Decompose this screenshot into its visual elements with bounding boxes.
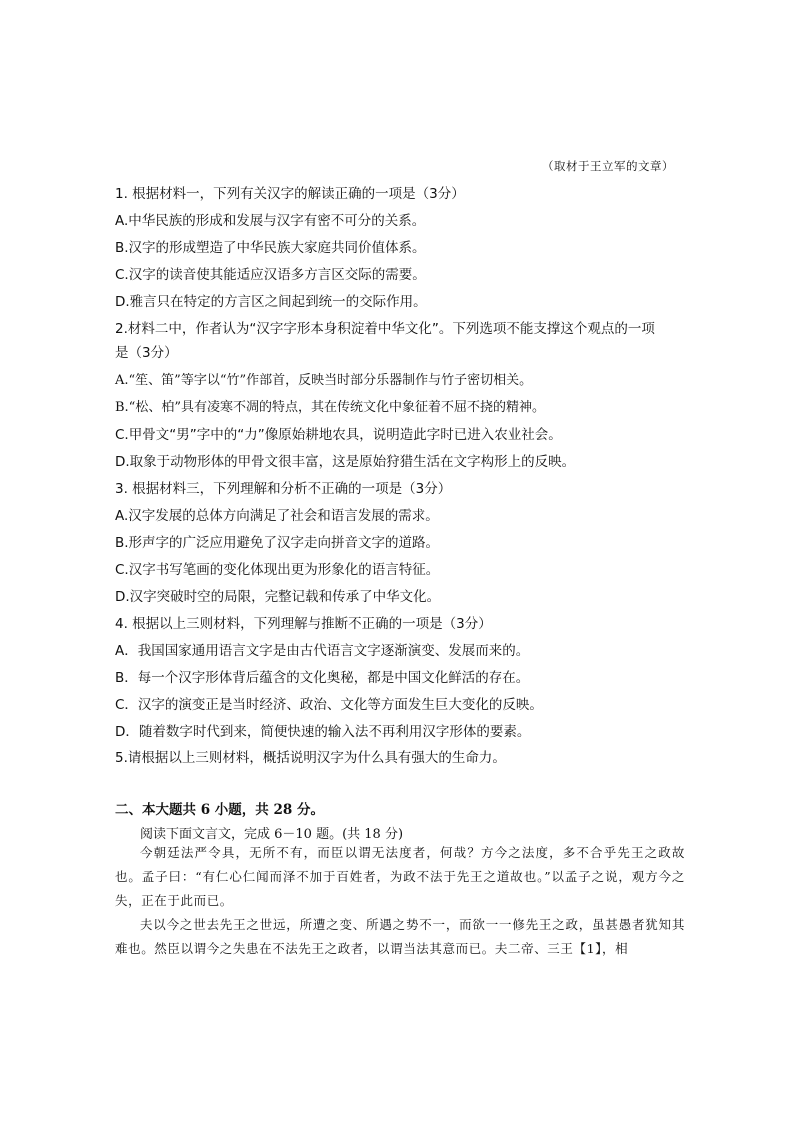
question-4-option-b: B．每一个汉字形体背后蕴含的文化奥秘，都是中国文化鲜活的存在。 — [115, 670, 530, 686]
question-4-option-c: C．汉字的演变正是当时经济、政治、文化等方面发生巨大变化的反映。 — [115, 697, 543, 713]
question-2-option-c: C.甲骨文“男”字中的“力”像原始耕地农具，说明造此字时已进入农业社会。 — [115, 427, 562, 443]
question-4-option-a: A．我国国家通用语言文字是由古代语言文字逐渐演变、发展而来的。 — [115, 643, 530, 659]
classical-passage — [115, 841, 685, 961]
question-1-option-c: C.汉字的读音使其能适应汉语多方言区交际的需要。 — [115, 267, 426, 283]
question-1-option-b: B.汉字的形成塑造了中华民族大家庭共同价值体系。 — [115, 240, 426, 256]
question-3-option-c: C.汉字书写笔画的变化体现出更为形象化的语言特征。 — [115, 562, 440, 578]
question-2-option-a: A.“笙、笛”等字以“竹”作部首，反映当时部分乐器制作与竹子密切相关。 — [115, 373, 533, 388]
question-3-option-d: D.汉字突破时空的局限，完整记载和传承了中华文化。 — [115, 589, 441, 605]
question-1-stem: 1. 根据材料一，下列有关汉字的解读正确的一项是（3分） — [115, 186, 465, 202]
question-4-option-d: D．随着数字时代到来，简便快速的输入法不再利用汉字形体的要素。 — [115, 724, 531, 740]
question-5-stem: 5.请根据以上三则材料，概括说明汉字为什么具有强大的生命力。 — [115, 750, 506, 766]
section-title: 二、本大题共 6 小题，共 28 分。 — [115, 802, 324, 818]
question-3-stem: 3. 根据材料三，下列理解和分析不正确的一项是（3分） — [115, 481, 452, 497]
passage-paragraph: 夫以今之世去先王之世远，所遭之变、所遇之势不一，而欲一一修先王之政，虽甚愚者犹知其难也。然臣以谓今之失患在不法先王之政者，以谓当法其意而已。夫二帝、三王【1】，相 — [115, 917, 685, 956]
source-note: （取材于王立军的文章） — [542, 159, 674, 173]
question-3-option-b: B.形声字的广泛应用避免了汉字走向拼音文字的道路。 — [115, 535, 440, 551]
question-2-stem-cont: 是（3分） — [115, 345, 178, 361]
question-2-option-b: B.“松、柏”具有凌寒不凋的特点，其在传统文化中象征着不屈不挠的精神。 — [115, 400, 545, 415]
question-1-option-a: A.中华民族的形成和发展与汉字有密不可分的关系。 — [115, 213, 426, 229]
question-4-stem: 4. 根据以上三则材料，下列理解与推断不正确的一项是（3分） — [115, 616, 492, 632]
section-intro: 阅读下面文言文，完成 6－10 题。(共 18 分) — [140, 827, 404, 842]
question-1-option-d: D.雅言只在特定的方言区之间起到统一的交际作用。 — [115, 294, 427, 310]
question-3-option-a: A.汉字发展的总体方向满足了社会和语言发展的需求。 — [115, 508, 439, 524]
question-2-stem: 2.材料二中，作者认为“汉字字形本身积淀着中华文化”。下列选项不能支撑这个观点的一项 — [115, 321, 655, 337]
passage-paragraph: 今朝廷法严令具，无所不有，而臣以谓无法度者，何哉？方今之法度，多不合乎先王之政故也。孟子曰：“有仁心仁闻而泽不加于百姓者，为政不法于先王之道故也。”以孟子之说，观方今之失，正在于此而已。 — [115, 845, 685, 908]
question-2-option-d: D.取象于动物形体的甲骨文很丰富，这是原始狩猎生活在文字构形上的反映。 — [115, 454, 576, 470]
